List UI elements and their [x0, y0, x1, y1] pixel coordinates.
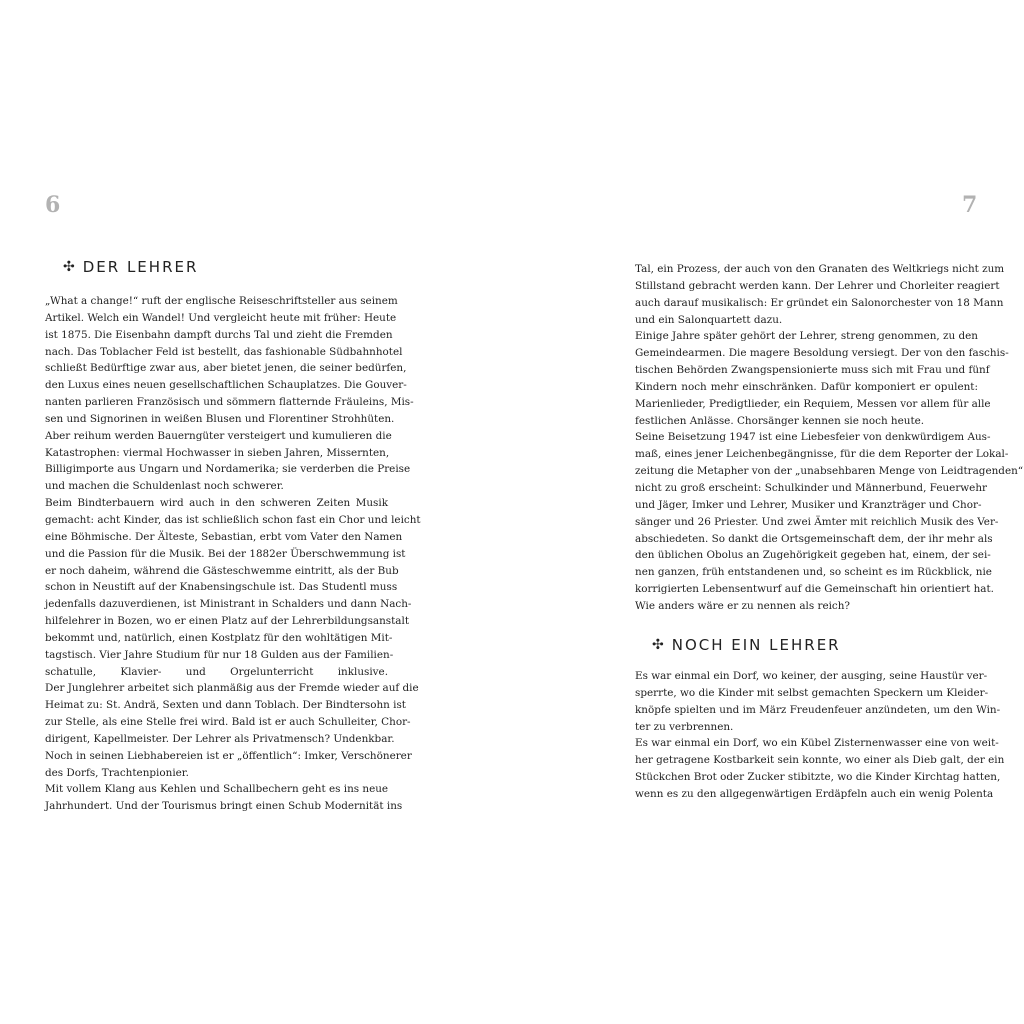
text-line: und machen die Schuldenlast noch schwerer. — [45, 480, 284, 493]
text-line: maß, eines jener Leichenbegängnisse, für die dem Reporter der Lokal- — [635, 448, 1009, 461]
page-number-right: 7 — [962, 192, 978, 218]
section-heading-noch-ein-lehrer — [652, 636, 841, 654]
text-line: schon in Neustift auf der Knabensingschule ist. Das Studentl muss — [45, 581, 398, 594]
section-heading-label: NOCH EIN LEHRER — [671, 636, 841, 654]
text-line: Noch in seinen Liebhabereien ist er „öffentlich“: Imker, Verschönerer — [45, 749, 412, 762]
text-line: Es war einmal ein Dorf, wo ein Kübel Zisternenwasser eine von weit- — [635, 737, 999, 750]
text-line: „What a change!“ ruft der englische Reiseschriftsteller aus seinem — [45, 295, 398, 307]
text-line: Einige Jahre später gehört der Lehrer, streng genommen, zu den — [635, 330, 978, 343]
text-line: Seine Beisetzung 1947 ist eine Liebesfeier von denkwürdigem Aus- — [635, 431, 991, 444]
text-line: jedenfalls dazuverdienen, ist Ministrant in Schalders und dann Nach- — [45, 598, 412, 611]
text-line: her getragene Kostbarkeit sein konnte, wo einer als Dieb galt, der ein — [635, 754, 1005, 767]
text-line: hilfelehrer in Bozen, wo er einen Platz auf der Lehrerbildungsanstalt — [45, 615, 409, 628]
text-line: Marienlieder, Predigtlieder, ein Requiem, Messen vor allem für alle — [635, 397, 991, 410]
text-line: knöpfe spielten und im März Freudenfeuer anzündeten, um den Win- — [635, 703, 1001, 716]
text-line: sen und Signorinen in weißen Blusen und Florentiner Strohhüten. — [45, 412, 395, 425]
text-line: ter zu verbrennen. — [635, 720, 734, 733]
text-line: nen ganzen, früh entstandenen und, so scheint es im Rückblick, nie — [635, 566, 992, 579]
text-line: dirigent, Kapellmeister. Der Lehrer als Privatmensch? Undenkbar. — [45, 732, 395, 745]
text-line: des Dorfs, Trachtenpionier. — [45, 766, 189, 779]
text-line: abschiedeten. So dankt die Ortsgemeinschaft dem, der ihr mehr als — [635, 532, 993, 545]
text-line: Jahrhundert. Und der Tourismus bringt einen Schub Modernität ins — [45, 800, 403, 813]
body-text-right-page — [635, 261, 1024, 615]
text-line: wenn es zu den allgegenwärtigen Erdäpfeln auch ein wenig Polenta — [635, 787, 994, 800]
section-heading-label: DER LEHRER — [82, 258, 199, 276]
section-heading-der-lehrer — [63, 258, 198, 276]
text-line: den Luxus eines neuen gesellschaftlichen Schauplatzes. Die Gouver- — [45, 379, 407, 392]
ornament-icon: ✣ — [652, 637, 664, 653]
text-line: Heimat zu: St. Andrä, Sexten und dann Toblach. Der Bindtersohn ist — [45, 699, 406, 712]
text-line: Es war einmal ein Dorf, wo keiner, der ausging, seine Haustür ver- — [635, 670, 988, 682]
text-line: schließt Bedürftige zwar aus, aber bietet jenen, die seiner bedürfen, — [45, 362, 407, 375]
text-line: Billigimporte aus Ungarn und Nordamerika; sie verderben die Preise — [45, 463, 411, 476]
text-line: tischen Behörden Zwangspensionierte muss sich mit Frau und fünf — [635, 364, 990, 377]
text-line: gemacht: acht Kinder, das ist schließlich schon fast ein Chor und leicht — [45, 513, 421, 526]
text-line: Stückchen Brot oder Zucker stibitzte, wo die Kinder Kirchtag hatten, — [635, 771, 1001, 784]
text-line: er noch daheim, während die Gästeschwemme eintritt, als der Bub — [45, 564, 399, 577]
body-text-noch-ein-lehrer — [635, 668, 1005, 803]
ornament-icon: ✣ — [63, 259, 75, 275]
text-line: ist 1875. Die Eisenbahn dampft durchs Tal und zieht die Fremden — [45, 328, 393, 341]
text-line: Aber reihum werden Bauerngüter versteigert und kumulieren die — [45, 429, 392, 442]
text-line: auch darauf musikalisch: Er gründet ein Salonorchester von 18 Mann — [635, 296, 1004, 309]
text-line: nicht zu groß erscheint: Schulkinder und Männerbund, Feuerwehr — [635, 481, 987, 494]
text-line: Stillstand gebracht werden kann. Der Lehrer und Chorleiter reagiert — [635, 279, 1000, 292]
text-line: und ein Salonquartett dazu. — [635, 313, 783, 326]
text-line: nanten parlieren Französisch und sömmern flatternde Fräuleins, Mis- — [45, 396, 414, 409]
text-line: und Jäger, Imker und Lehrer, Musiker und Kranzträger und Chor- — [635, 498, 982, 511]
body-text-left-page — [45, 293, 421, 815]
text-line: Der Junglehrer arbeitet sich planmäßig aus der Fremde wieder auf die — [45, 682, 419, 695]
text-line: und die Passion für die Musik. Bei der 1882er Überschwemmung ist — [45, 547, 406, 560]
text-line: schatulle, Klavier- und Orgelunterricht inklusive. — [45, 665, 388, 678]
text-line: sänger und 26 Priester. Und zwei Ämter mit reichlich Musik des Ver- — [635, 515, 999, 528]
text-line: Tal, ein Prozess, der auch von den Granaten des Weltkriegs nicht zum — [635, 263, 1005, 275]
text-line: zur Stelle, als eine Stelle frei wird. Bald ist er auch Schulleiter, Chor- — [45, 716, 411, 729]
text-line: eine Böhmische. Der Älteste, Sebastian, erbt vom Vater den Namen — [45, 530, 403, 543]
text-line: korrigierten Lebensentwurf auf die Gemeinschaft hin orientiert hat. — [635, 583, 994, 596]
text-line: Mit vollem Klang aus Kehlen und Schallbechern geht es ins neue — [45, 783, 389, 796]
text-line: Gemeindearmen. Die magere Besoldung versiegt. Der von den faschis- — [635, 347, 1009, 360]
text-line: Beim Bindterbauern wird auch in den schweren Zeiten Musik — [45, 497, 388, 510]
text-line: festlichen Anlässe. Chorsänger kennen sie noch heute. — [635, 414, 925, 427]
text-line: Artikel. Welch ein Wandel! Und vergleicht heute mit früher: Heute — [45, 311, 397, 324]
text-line: Katastrophen: viermal Hochwasser in sieben Jahren, Missernten, — [45, 446, 390, 459]
text-line: sperrte, wo die Kinder mit selbst gemachten Speckern um Kleider- — [635, 686, 989, 699]
text-line: den üblichen Obolus an Zugehörigkeit gegeben hat, einem, der sei- — [635, 549, 991, 562]
page-number-left: 6 — [45, 192, 61, 218]
text-line: zeitung die Metapher von der „unabsehbaren Menge von Leidtragenden“ — [635, 465, 1024, 478]
text-line: Wie anders wäre er zu nennen als reich? — [635, 599, 851, 612]
text-line: Kindern noch mehr einschränken. Dafür komponiert er opulent: — [635, 380, 978, 393]
text-line: bekommt und, natürlich, einen Kostplatz für den wohltätigen Mit- — [45, 631, 393, 644]
text-line: nach. Das Toblacher Feld ist bestellt, das fashionable Südbahnhotel — [45, 345, 403, 358]
text-line: tagstisch. Vier Jahre Studium für nur 18 Gulden aus der Familien- — [45, 648, 394, 661]
